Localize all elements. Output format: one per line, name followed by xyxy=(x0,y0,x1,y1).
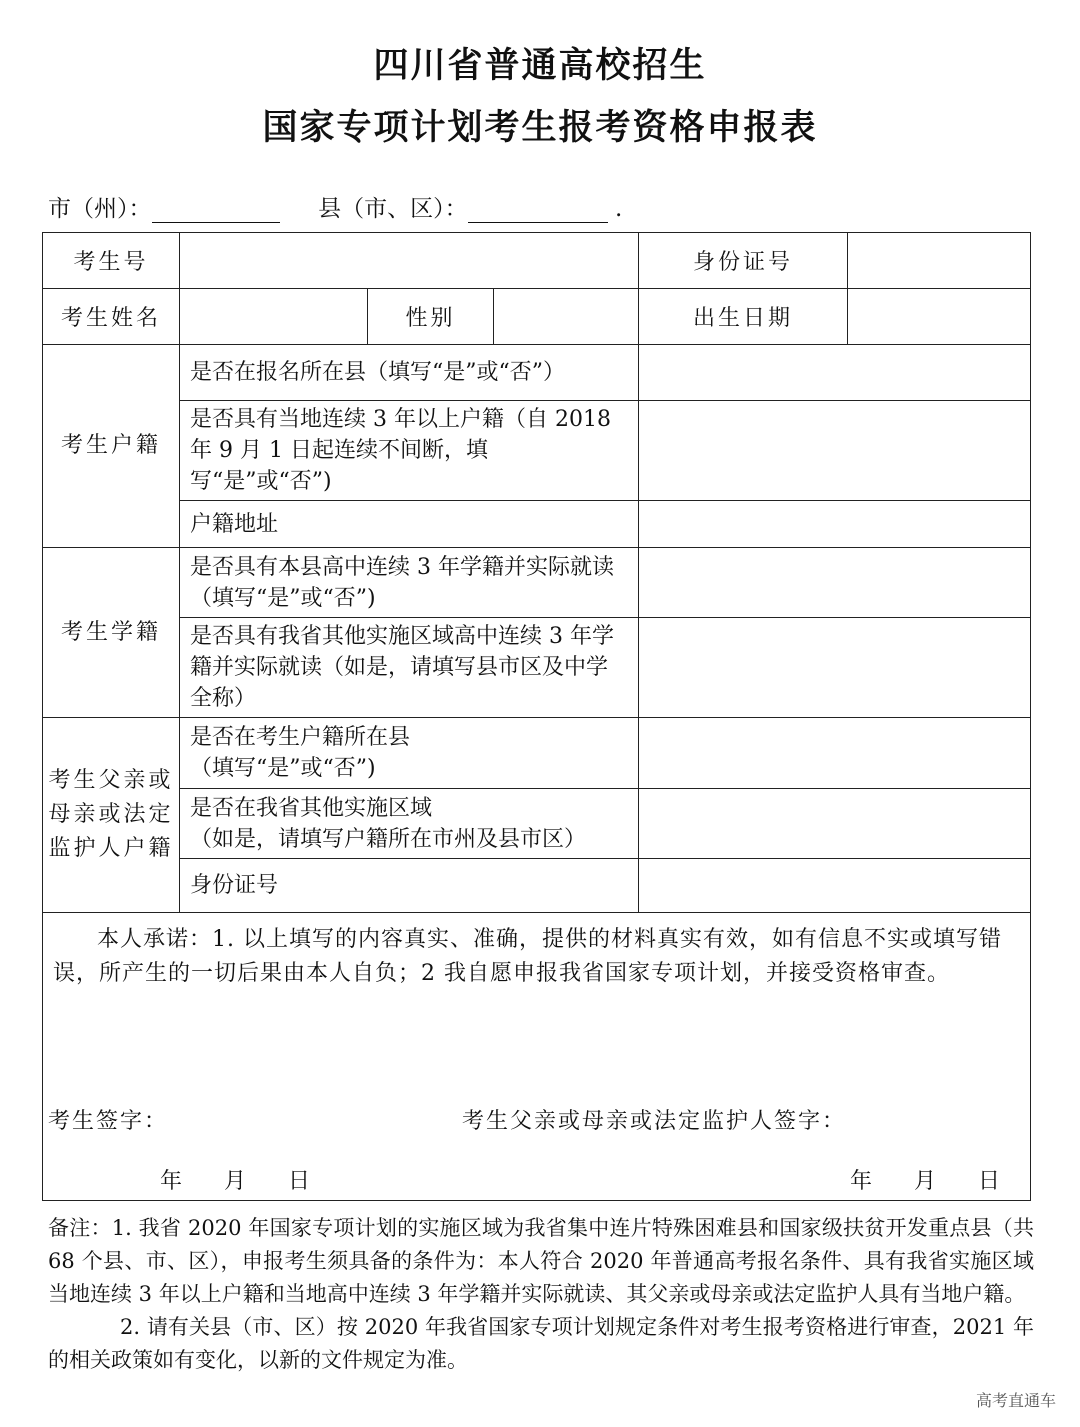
form-title-line2: 国家专项计划考生报考资格申报表 xyxy=(262,108,818,148)
parent-q2 xyxy=(180,789,639,859)
table-row xyxy=(43,789,1031,859)
parent-q2-line1: 是否在我省其他实施区域 xyxy=(190,795,433,821)
birth-field[interactable] xyxy=(848,289,1031,345)
household-group-label: 考生户籍 xyxy=(43,345,180,548)
household-address-field[interactable] xyxy=(639,501,1031,548)
parent-group-label: 考生父亲或母亲或法定监护人户籍 xyxy=(43,718,180,913)
parent-q3: 身份证号 xyxy=(180,859,639,913)
parent-date-month: 月 xyxy=(914,1169,939,1194)
parent-q1-line2: （填写“是”或“否”) xyxy=(190,756,376,781)
notes-section xyxy=(48,1212,1034,1377)
note-2: 2. 请有关县（市、区）按 2020 年我省国家专项计划规定条件对考生报考资格进行审查，2021 年的相关政策如有变化，以新的文件规定为准。 xyxy=(48,1315,1034,1372)
birth-label: 出生日期 xyxy=(639,289,848,345)
student-date-month: 月 xyxy=(224,1169,249,1194)
exam-no-field[interactable] xyxy=(180,233,639,289)
household-a2-field[interactable] xyxy=(639,401,1031,501)
table-row xyxy=(43,618,1031,718)
id-no-label: 身份证号 xyxy=(639,233,848,289)
pledge-cell xyxy=(43,913,1031,1201)
household-q2: 是否具有当地连续 3 年以上户籍（自 2018 年 9 月 1 日起连续不间断，填写“是”或“否”) xyxy=(180,401,639,501)
parent-q1 xyxy=(180,718,639,789)
household-q1: 是否在报名所在县（填写“是”或“否”） xyxy=(180,345,639,401)
parent-q2-line2: （如是，请填写户籍所在市州及县市区） xyxy=(190,826,587,852)
student-date-year: 年 xyxy=(160,1169,185,1194)
table-row xyxy=(43,289,1031,345)
note-1: 备注：1. 我省 2020 年国家专项计划的实施区域为我省集中连片特殊困难县和国家级扶贫开发重点县（共 68 个县、市、区），申报考生须具备的条件为：本人符合 2020 年普通高考报名条件、具有我省实施区域当地连续 3 年以上户籍和当地高中连续 3 年学籍并实际就读、其父亲或母亲或法定监护人具有当地户籍。 xyxy=(48,1216,1034,1306)
school-q2: 是否具有我省其他实施区域高中连续 3 年学籍并实际就读（如是，请填写县市区及中学全称） xyxy=(180,618,639,718)
student-date-day: 日 xyxy=(288,1169,313,1194)
exam-no-label: 考生号 xyxy=(43,233,180,289)
county-label: 县（市、区）： xyxy=(318,196,468,222)
region-end-mark: . xyxy=(614,196,623,222)
table-row xyxy=(43,401,1031,501)
parent-sign-label: 考生父亲或母亲或法定监护人签字： xyxy=(462,1109,847,1134)
household-a1-field[interactable] xyxy=(639,345,1031,401)
student-sign-label: 考生签字： xyxy=(48,1109,169,1134)
parent-a2-field[interactable] xyxy=(639,789,1031,859)
school-q1: 是否具有本县高中连续 3 年学籍并实际就读（填写“是”或“否”) xyxy=(180,548,639,618)
watermark-text: 高考直通车 xyxy=(975,1391,1056,1410)
application-table xyxy=(42,232,1031,1201)
parent-a1-field[interactable] xyxy=(639,718,1031,789)
parent-q1-line1: 是否在考生户籍所在县 xyxy=(190,725,411,750)
table-row xyxy=(43,548,1031,618)
form-title-line1: 四川省普通高校招生 xyxy=(373,46,707,86)
pledge-row xyxy=(43,913,1031,1201)
pledge-text: 本人承诺：1. 以上填写的内容真实、准确，提供的材料真实有效，如有信息不实或填写错误，所产生的一切后果由本人自负；2 我自愿申报我省国家专项计划，并接受资格审查。 xyxy=(53,927,1002,986)
table-row xyxy=(43,718,1031,789)
id-no-field[interactable] xyxy=(848,233,1031,289)
table-row xyxy=(43,859,1031,913)
name-field[interactable] xyxy=(180,289,368,345)
region-line xyxy=(48,190,622,223)
parent-id-field[interactable] xyxy=(639,859,1031,913)
school-a1-field[interactable] xyxy=(639,548,1031,618)
city-blank xyxy=(152,198,280,223)
school-group-label: 考生学籍 xyxy=(43,548,180,718)
table-row xyxy=(43,233,1031,289)
gender-field[interactable] xyxy=(494,289,639,345)
table-row xyxy=(43,345,1031,401)
parent-date-day: 日 xyxy=(978,1169,1003,1194)
table-row xyxy=(43,501,1031,548)
county-blank xyxy=(468,198,608,223)
parent-date-year: 年 xyxy=(850,1169,875,1194)
name-label: 考生姓名 xyxy=(43,289,180,345)
city-label: 市（州）： xyxy=(48,196,152,222)
school-a2-field[interactable] xyxy=(639,618,1031,718)
household-q3: 户籍地址 xyxy=(180,501,639,548)
gender-label: 性别 xyxy=(368,289,494,345)
